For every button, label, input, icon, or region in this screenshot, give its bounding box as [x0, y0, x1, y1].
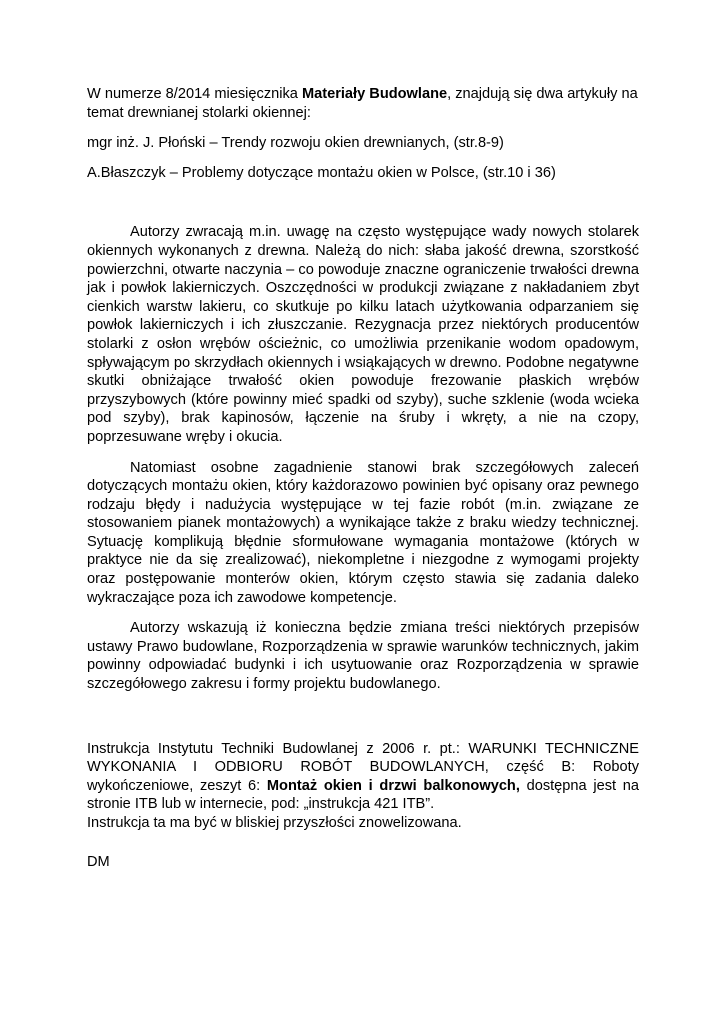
- reference-item: A.Błaszczyk – Problemy dotyczące montażu okien w Polsce, (str.10 i 36): [87, 164, 556, 181]
- instruction-note: Instrukcja ta ma być w bliskiej przyszłości znowelizowana.: [87, 815, 462, 831]
- instruction-title: Montaż okien i drzwi balkonowych,: [266, 777, 520, 794]
- instruction-text-after: dostępna jest na stronie ITB lub w internecie, pod: „instrukcja 421 ITB”.: [87, 777, 639, 813]
- reference-item: mgr inż. J. Płoński – Trendy rozwoju okien drewnianych, (str.8-9): [87, 135, 504, 152]
- intro-paragraph: [87, 85, 639, 122]
- signature: DM: [87, 853, 110, 870]
- intro-text-after: , znajdują się dwa artykuły na temat drewnianej stolarki okiennej:: [87, 86, 638, 121]
- body-paragraph: Autorzy wskazują iż konieczna będzie zmiana treści niektórych przepisów ustawy Prawo budowlane, Rozporządzenia w sprawie warunków technicznych, jakim powinny odpowiadać budynki i ich usytuowanie oraz Rozporządzenia w sprawie szczegółowego zakresu i formy projektu budowlanego.: [87, 620, 639, 693]
- document-page: [87, 85, 639, 871]
- intro-text-before: W numerze 8/2014 miesięcznika: [87, 86, 302, 102]
- body-paragraph: Natomiast osobne zagadnienie stanowi brak szczegółowych zaleceń dotyczących montażu okien, który każdorazowo powinien być opisany oraz pewnego rodzaju błędy i nadużycia występujące w tej fazie robót (m.in. związane ze stosowaniem pianek montażowych) a wynikające także z braku wiedzy technicznej. Sytuację komplikują błędnie sformułowane wymagania montażowe (których w praktyce nie da się zrealizować), niekompletne i niezgodne z wymogami projekty oraz postępowanie monterów okien, którym często stawia się zadania daleko wykraczające poza ich zawodowe kompetencje.: [87, 459, 639, 606]
- instruction-paragraph: [87, 740, 639, 814]
- instruction-text-before: Instrukcja Instytutu Techniki Budowlanej z 2006 r. pt.: WARUNKI TECHNICZNE WYKONANIA I ODBIORU ROBÓT BUDOWLANYCH, część B: Roboty wykończeniowe, zeszyt 6:: [87, 740, 639, 794]
- body-paragraph: Autorzy zwracają m.in. uwagę na często występujące wady nowych stolarek okiennych wykonanych z drewna. Należą do nich: słaba jakość drewna, szorstkość powierzchni, otwarte naczynia – co powoduje znaczne ograniczenie trwałości drewna jak i powłok lakierniczych. Oszczędności w produkcji związane z nakładaniem zbyt cienkich warstw lakieru, co skutkuje po kilku latach użytkowania odparzaniem się powłok lakierniczych i ich złuszczanie. Rezygnacja przez niektórych producentów stolarki z osłon wrębów ościeżnic, co umożliwia przenikanie wodom opadowym, spływającym po skrzydłach okiennych i wsiąkających w drewno. Podobne negatywne skutki obniżające trwałość okien powoduje frezowanie płaskich wrębów przyszybowych (które powinny mieć spadki od szyby), suche szklenie (woda wcieka pod szyby), brak kapinosów, łączenie na śruby i wkręty, a nie na czopy, poprzesuwane wręby i okucia.: [87, 224, 639, 445]
- magazine-title: Materiały Budowlane: [301, 86, 448, 102]
